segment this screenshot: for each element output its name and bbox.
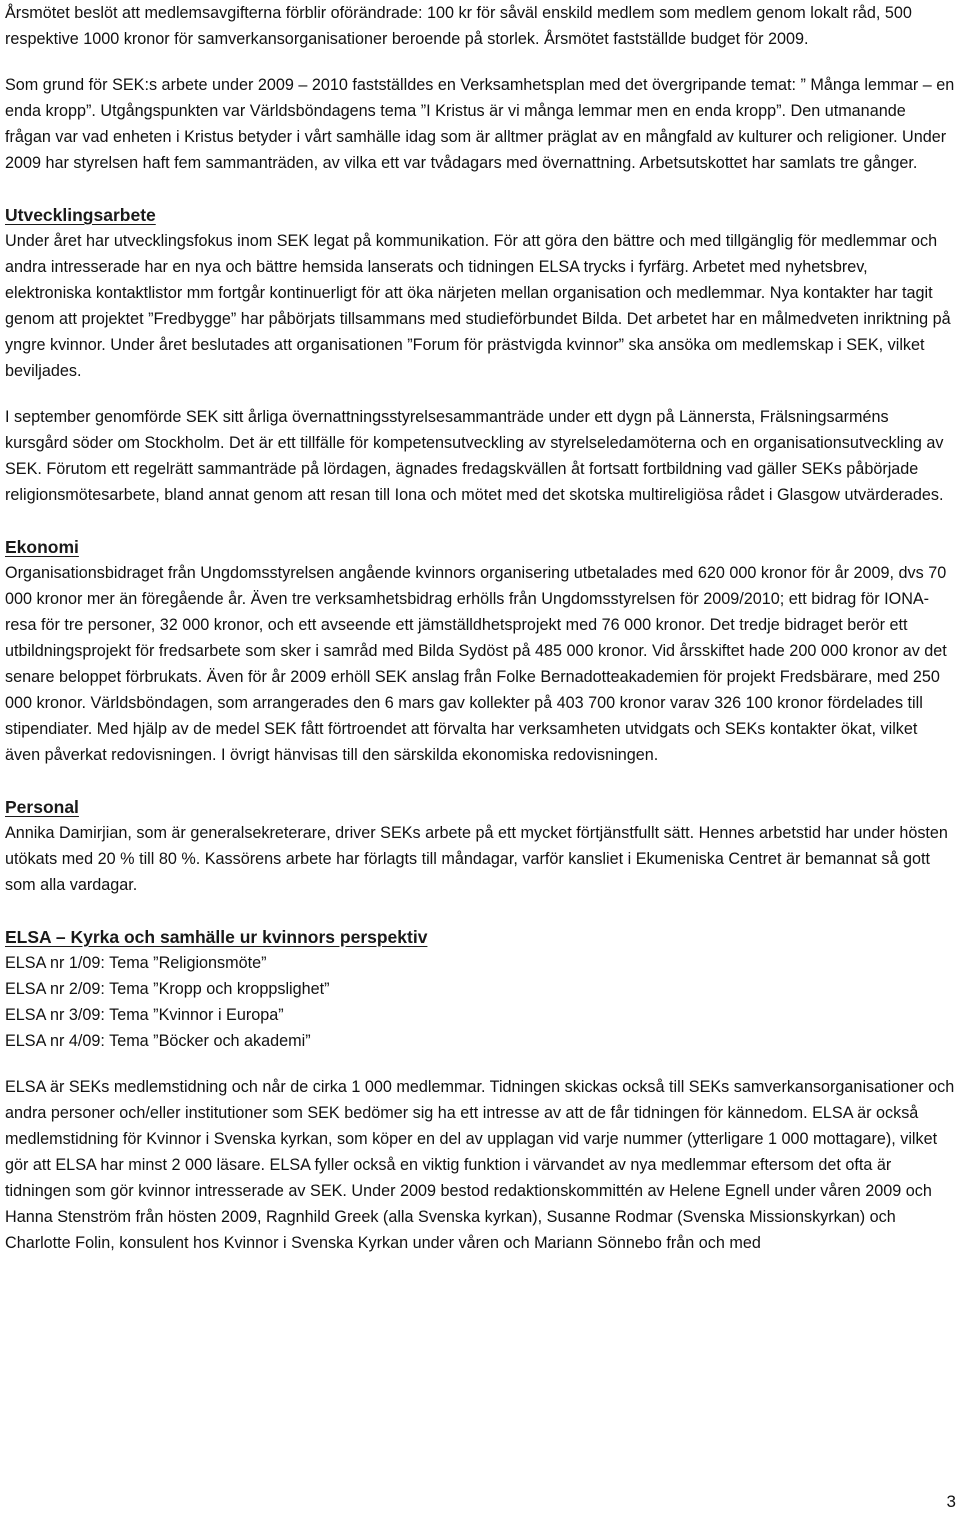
paragraph-elsa: ELSA är SEKs medlemstidning och når de cirka 1 000 medlemmar. Tidningen skickas också till SEKs samverkansorganisationer och andra personer och/eller institutioner som SEK bedömer sig ha ett intresse av att de får tidningen för kännedom. ELSA är också medlemstidning för Kvinnor i Svenska kyrkan, som köper en del av upplagan vid varje nummer (ytterligare 1 000 mottagare), vilket gör att ELSA har minst 2 000 läsare. ELSA fyller också en viktig funktion i värvandet av nya medlemmar eftersom det ofta är tidningen som gör kvinnor intresserade av SEK. Under 2009 bestod redaktionskommittén av Helene Egnell under våren 2009 och Hanna Stenström från hösten 2009, Ragnhild Greek (alla Svenska kyrkan), Susanne Rodmar (Svenska Missionskyrkan) och Charlotte Folin, konsulent hos Kvinnor i Svenska Kyrkan under våren och Mariann Sönnebo från och med <box>5 1078 955 1252</box>
paragraph-verksamhetsplan: Som grund för SEK:s arbete under 2009 – 2010 fastställdes en Verksamhetsplan med det övergripande temat: ” Många lemmar – en enda kropp”. Utgångspunkten var Världsböndagens tema ”I Kristus är vi många lemmar men en enda kropp”. Den utmanande frågan var vad enheten i Kristus betyder i vårt samhälle idag som är alltmer präglat av en mångfald av kulturer och religioner. Under 2009 har styrelsen haft fem sammanträden, av vilka ett var tvådagars med övernattning. Arbetsutskottet har samlats tre gånger. <box>5 76 955 172</box>
paragraph-ekonomi: Organisationsbidraget från Ungdomsstyrelsen angående kvinnors organisering utbetalades med 620 000 kronor för år 2009, dvs 70 000 kronor mer än föregående år. Även tre verksamhetsbidrag erhölls från Ungdomsstyrelsen för 2009/2010; ett bidrag för IONA-resa för tre personer, 32 000 kronor, och ett avseende ett jämställdhetsprojekt med 76 000 kronor. Det tredje bidraget berör ett utbildningsprojekt för fredsarbete som sker i samråd med Bilda Sydöst på 485 000 kronor. Vid årsskiftet hade 200 000 kronor av det senare beloppet förbrukats. Även för år 2009 erhöll SEK anslag från Folke Bernadotteakademien för projekt Fredsbärare, med 250 000 kronor. Världsböndagen, som arrangerades den 6 mars gav kollekter på 403 700 kronor varav 326 100 kronor fördelades till stipendiater. Med hjälp av de medel SEK fått förtroendet att förvalta har verksamheten utvidgats och SEKs kontakter ökat, vilket även påverkat redovisningen. I övrigt hänvisas till den särskilda ekonomiska redovisningen. <box>5 564 947 764</box>
paragraph-personal: Annika Damirjian, som är generalsekreterare, driver SEKs arbete på ett mycket förtjänstfullt sätt. Hennes arbetstid har under hösten utökats med 20 % till 80 %. Kassörens arbete har förlagts till måndagar, varför kansliet i Ekumeniska Centret är bemannat så gott som alla vardagar. <box>5 824 948 894</box>
page-number: 3 <box>946 1492 956 1511</box>
list-item: ELSA nr 2/09: Tema ”Kropp och kroppslighet” <box>5 980 330 998</box>
list-item: ELSA nr 4/09: Tema ”Böcker och akademi” <box>5 1032 311 1050</box>
list-item: ELSA nr 3/09: Tema ”Kvinnor i Europa” <box>5 1006 284 1024</box>
list-item: ELSA nr 1/09: Tema ”Religionsmöte” <box>5 954 267 972</box>
paragraph-membership-fees: Årsmötet beslöt att medlemsavgifterna förblir oförändrade: 100 kr för såväl enskild medlem som medlem genom lokalt råd, 500 respektive 1000 kronor för samverkansorganisationer beroende på storlek. Årsmötet fastställde budget för 2009. <box>5 4 912 48</box>
heading-personal: Personal <box>5 797 79 817</box>
paragraph-utveckling-1: Under året har utvecklingsfokus inom SEK legat på kommunikation. För att göra den bättre och med tillgänglig för medlemmar och andra intresserade har en nya och bättre hemsida lanserats och tidningen ELSA trycks i fyrfärg. Arbetet med nyhetsbrev, elektroniska kontaktlistor mm fortgår kontinuerligt för att öka närjeten mellan organisation och medlemmar. Nya kontakter har tagit genom att projektet ”Fredbygge” har påbörjats tillsammans med studieförbundet Bilda. Det arbetet har en målmedveten inriktning på yngre kvinnor. Under året beslutades att organisationen ”Forum för prästvigda kvinnor” ska ansöka om medlemskap i SEK, vilket beviljades. <box>5 232 951 380</box>
heading-utvecklingsarbete: Utvecklingsarbete <box>5 205 156 225</box>
paragraph-utveckling-2: I september genomförde SEK sitt årliga övernattningsstyrelsesammanträde under ett dygn på Lännersta, Frälsningsarméns kursgård söder om Stockholm. Det är ett tillfälle för kompetensutveckling av styrelseledamöterna och en organisationsutveckling av SEK. Förutom ett regelrätt sammanträde på lördagen, ägnades fredagskvällen åt fortsatt fortbildning vad gäller SEKs påbörjade religionsmötesarbete, bland annat genom att resan till Iona och mötet med det skotska multireligiösa rådet i Glasgow utvärderades. <box>5 408 944 504</box>
heading-elsa: ELSA – Kyrka och samhälle ur kvinnors perspektiv <box>5 927 428 947</box>
document-page <box>5 0 955 1256</box>
elsa-issue-list <box>5 950 955 1054</box>
heading-ekonomi: Ekonomi <box>5 537 79 557</box>
